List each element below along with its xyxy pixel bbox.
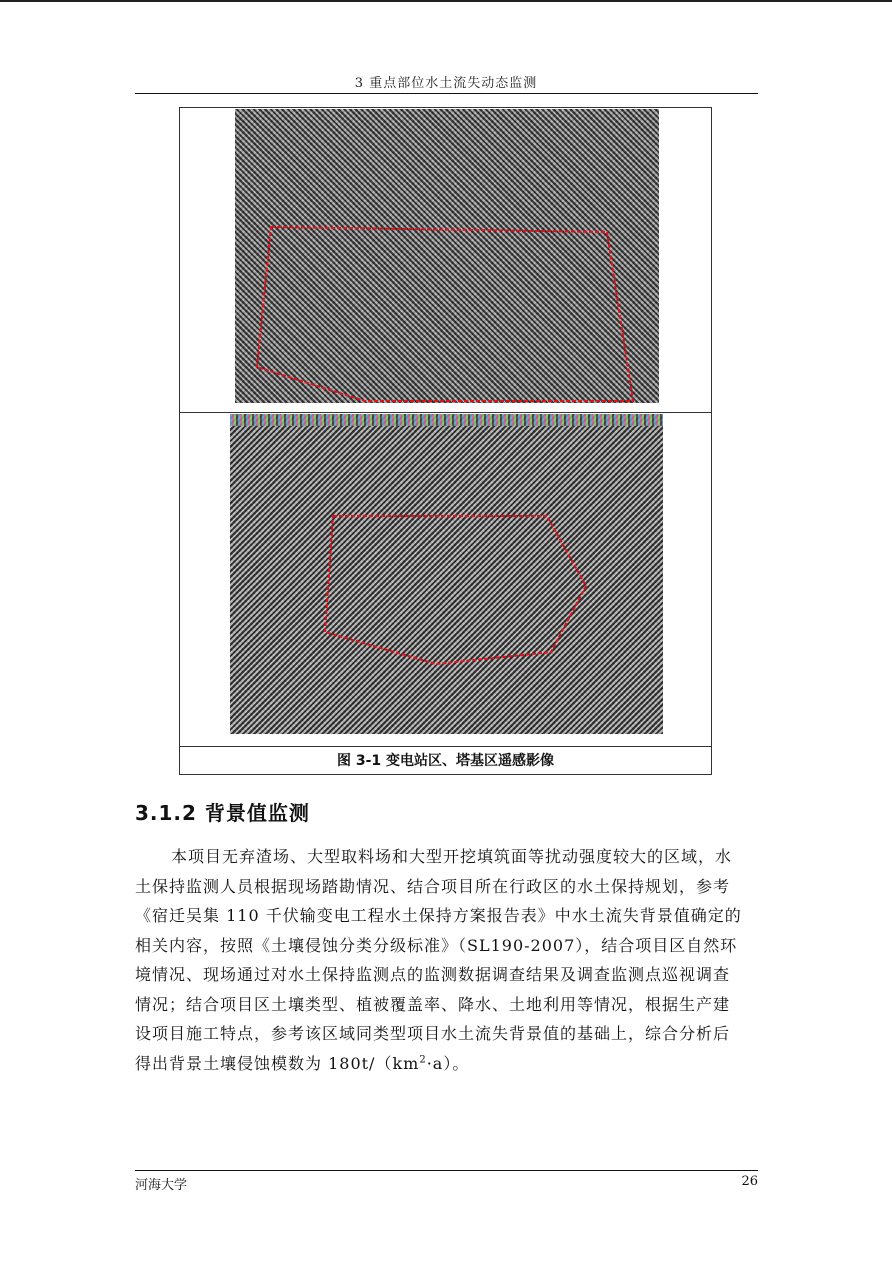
body-paragraph xyxy=(135,842,758,1078)
paragraph-line: 境情况、现场通过对水土保持监测点的监测数据调查结果及调查监测点巡视调查 xyxy=(135,965,731,984)
caption-divider xyxy=(180,746,711,747)
figure-table xyxy=(179,107,712,775)
paragraph-line-last xyxy=(135,1049,758,1079)
figure-divider xyxy=(180,412,711,413)
paragraph-line: 土保持监测人员根据现场踏勘情况、结合项目所在行政区的水土保持规划，参考 xyxy=(135,876,731,896)
substation-remote-sensing-image xyxy=(235,109,659,403)
footer-university: 河海大学 xyxy=(135,1178,188,1193)
paragraph-line: 相关内容，按照《土壤侵蚀分类分级标准》（SL190-2007），结合项目区自然环 xyxy=(135,935,738,955)
top-border xyxy=(0,0,892,2)
footer-rule xyxy=(135,1170,758,1171)
unit-superscript: 2 xyxy=(419,1054,427,1066)
tower-base-remote-sensing-image xyxy=(230,414,663,734)
paragraph-line: 《宿迁吴集 110 千伏输变电工程水土保持方案报告表》中水土流失背景值确定的 xyxy=(135,906,742,925)
substation-boundary xyxy=(235,109,659,403)
modulus-text: 得出背景土壤侵蚀模数为 180t/（km xyxy=(135,1053,420,1073)
figure-caption: 图 3-1 变电站区、塔基区遥感影像 xyxy=(336,753,555,769)
header-rule xyxy=(135,93,758,94)
section-heading: 3.1.2 背景值监测 xyxy=(135,801,310,825)
page-number: 26 xyxy=(741,1174,758,1189)
paragraph-line: 设项目施工特点，参考该区域同类型项目水土流失背景值的基础上，综合分析后 xyxy=(135,1024,731,1043)
paragraph-line: 本项目无弃渣场、大型取料场和大型开挖填筑面等扰动强度较大的区域，水 xyxy=(171,847,733,866)
running-header: 3 重点部位水土流失动态监测 xyxy=(354,76,538,91)
tower-base-boundary xyxy=(230,414,663,734)
unit-tail: ·a）。 xyxy=(426,1053,470,1073)
paragraph-line: 情况；结合项目区土壤类型、植被覆盖率、降水、土地利用等情况，根据生产建 xyxy=(135,994,731,1014)
